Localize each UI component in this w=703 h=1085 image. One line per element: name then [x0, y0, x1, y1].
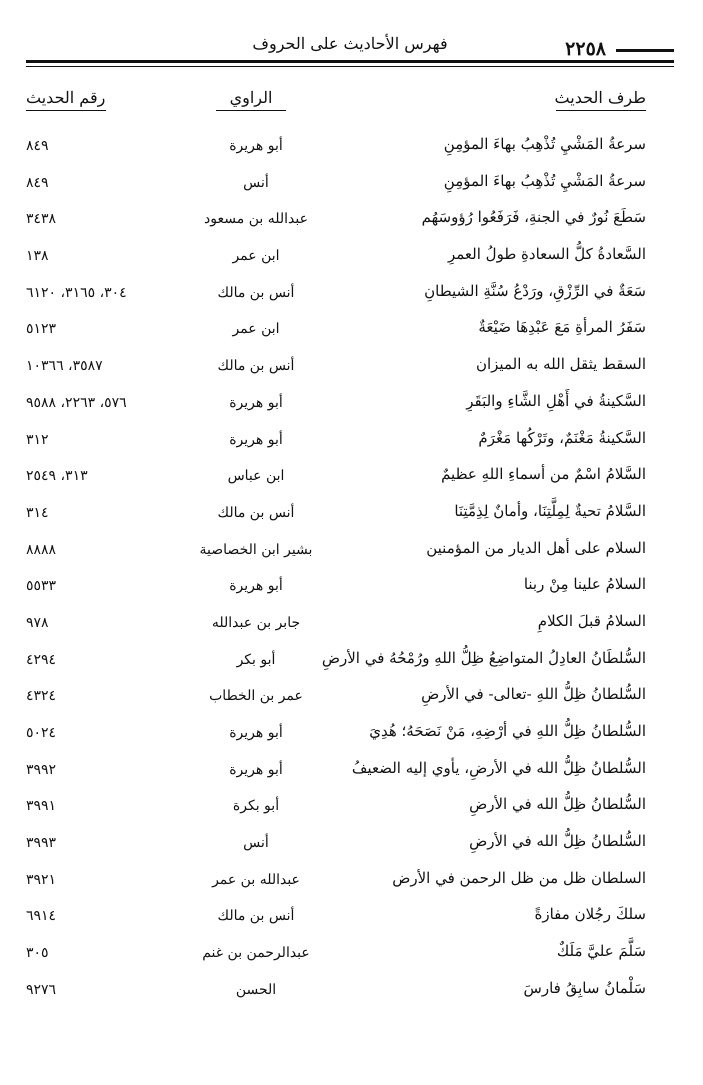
hadith-text: سَلَّمَ عليَّ مَلَكٌ [556, 942, 646, 961]
hadith-narrator: عبدالله بن عمر [212, 871, 300, 888]
list-item [26, 717, 646, 754]
hadith-number: ٦٩١٤ [26, 908, 57, 925]
list-item [26, 937, 646, 974]
hadith-narrator: أبو هريرة [229, 138, 283, 154]
column-header-narrator: الراوي [229, 88, 273, 107]
list-item [26, 644, 646, 681]
list-item [26, 900, 646, 937]
list-item [26, 387, 646, 424]
list-item [26, 130, 646, 167]
hadith-text: السَّلامُ اسْمٌ من أسماءِ اللهِ عظيمٌ [441, 465, 646, 484]
hadith-narrator: أنس بن مالك [217, 908, 295, 925]
hadith-text: السُّلطانُ ظِلُّ اللهِ -تعالى- في الأرضِ [421, 685, 646, 704]
hadith-narrator: أبو هريرة [229, 578, 283, 595]
list-item [26, 167, 646, 204]
column-header-number-underline [26, 110, 106, 111]
hadith-narrator: الحسن [235, 981, 277, 998]
column-headers [26, 88, 646, 114]
hadith-number: ٣١٤ [26, 504, 49, 521]
list-item [26, 240, 646, 277]
hadith-number: ٣١٣، ٢٥٤٩ [26, 468, 88, 485]
hadith-number: ٣٩٩٢ [26, 761, 57, 778]
list-item [26, 313, 646, 350]
hadith-number: ٣٤٣٨ [26, 211, 57, 228]
list-item [26, 790, 646, 827]
list-item [26, 203, 646, 240]
hadith-narrator: أنس بن مالك [217, 358, 295, 375]
hadith-number: ٣٩٩١ [26, 798, 57, 815]
hadith-index-list [26, 130, 646, 1011]
hadith-text: السُّلطانُ ظِلُّ الله في الأرضِ، يأوي إليه الضعيفُ [351, 758, 646, 777]
hadith-narrator: أنس بن مالك [217, 504, 295, 521]
list-item [26, 497, 646, 534]
column-header-number: رقم الحديث [26, 88, 106, 107]
hadith-number: ٨٤٩ [26, 174, 49, 191]
hadith-text: سرعةُ المَشْيِ تُذْهِبُ بهاءَ المؤمِنِ [443, 171, 646, 190]
list-item [26, 534, 646, 571]
hadith-text: السُّلطانُ ظِلُّ اللهِ في أرْضِهِ، مَنْ نَصَحَهُ؛ هُدِيَ [369, 722, 646, 740]
hadith-narrator: أنس [243, 835, 269, 852]
hadith-number: ٣٥٨٧، ١٠٣٦٦ [26, 358, 103, 375]
list-item [26, 570, 646, 607]
hadith-text: السَّعادةُ كلُّ السعادةِ طولُ العمرِ [447, 245, 646, 264]
list-item [26, 754, 646, 791]
hadith-text: السَّكينةُ في أَهْلِ الشَّاءِ والبَقَرِ [466, 391, 646, 410]
hadith-number: ٥١٢٣ [26, 321, 57, 338]
running-header [26, 30, 674, 60]
hadith-narrator: أبو هريرة [229, 725, 283, 741]
list-item [26, 460, 646, 497]
hadith-narrator: أنس بن مالك [217, 284, 295, 301]
hadith-text: السُّلطانُ ظِلُّ الله في الأرضِ [469, 832, 646, 851]
hadith-narrator: أبو هريرة [229, 761, 283, 778]
hadith-narrator: أبو هريرة [229, 394, 283, 411]
hadith-number: ٣١٢ [26, 431, 49, 448]
hadith-text: سَلْمانُ سابِقُ فارسَ [523, 978, 646, 997]
hadith-number: ٤٣٢٤ [26, 688, 57, 705]
hadith-number: ١٣٨ [26, 248, 49, 265]
list-item [26, 864, 646, 901]
list-item [26, 827, 646, 864]
hadith-text: السَّكينةُ مَغْنَمٌ، وتَرْكُها مَغْرَمٌ [478, 428, 646, 447]
hadith-narrator: أنس [243, 174, 269, 191]
hadith-number: ٣٩٢١ [26, 871, 57, 888]
page-number: ٢٢٥٨ [565, 38, 606, 60]
hadith-text: السقط يثقل الله به الميزان [475, 355, 646, 374]
hadith-narrator: ابن عمر [232, 321, 280, 338]
hadith-text: سَعَةٌ في الرِّزْقِ، ورَدْعُ سُنَّةِ الشيطانِ [424, 281, 646, 300]
hadith-text: سَفَرُ المرأةِ مَعَ عَبْدِهَا ضَيْعَةٌ [478, 318, 646, 337]
hadith-narrator: ابن عباس [227, 468, 285, 485]
hadith-number: ٤٢٩٤ [26, 651, 57, 668]
hadith-text: السُّلطانُ ظِلُّ الله في الأرضِ [469, 795, 646, 814]
hadith-text: السُّلطَانُ العادِلُ المتواضِعُ ظِلُّ اللهِ ورُمْحُهُ في الأرضِ [321, 648, 646, 667]
hadith-number: ٥٧٦، ٢٢٦٣، ٩٥٨٨ [26, 394, 127, 411]
hadith-text: السلام على أهل الديار من المؤمنين [426, 538, 646, 557]
hadith-narrator: عبدالرحمن بن غنم [202, 945, 310, 962]
list-item [26, 974, 646, 1011]
hadith-narrator: عمر بن الخطاب [209, 688, 303, 705]
hadith-narrator: جابر بن عبدالله [211, 614, 301, 631]
hadith-narrator: أبو بكرة [232, 798, 280, 815]
hadith-number: ٨٨٨٨ [26, 541, 57, 558]
hadith-text: سرعةُ المَشْيِ تُذْهِبُ بهاءَ المؤمِنِ [443, 135, 646, 153]
hadith-number: ٣٠٥ [26, 945, 49, 962]
hadith-text: السلامُ علينا مِنْ ربنا [523, 575, 646, 594]
hadith-number: ٣٠٤، ٣١٦٥، ٦١٢٠ [26, 284, 127, 301]
hadith-text: سلكَ رجُلان مفازةً [534, 905, 646, 924]
hadith-text: سَطَعَ نُورٌ في الجنةِ، فَرَفَعُوا رُؤوسَهُم [421, 208, 646, 227]
list-item [26, 607, 646, 644]
hadith-text: السَّلامُ تحيةٌ لِمِلَّتِنَا، وأمانٌ لِذِمَّتِنَا [454, 501, 646, 520]
hadith-text: السلامُ قبلَ الكلامِ [537, 611, 646, 630]
header-rule-thick [26, 60, 674, 63]
hadith-number: ٩٢٧٦ [26, 981, 57, 998]
hadith-number: ٨٤٩ [26, 138, 49, 154]
hadith-narrator: أبو هريرة [229, 431, 283, 448]
column-header-text-underline [556, 110, 646, 111]
column-header-narrator-underline [216, 110, 286, 111]
hadith-number: ٩٧٨ [26, 614, 49, 631]
list-item [26, 680, 646, 717]
list-item [26, 424, 646, 461]
header-rule-thin [26, 66, 674, 67]
hadith-number: ٣٩٩٣ [26, 835, 57, 852]
column-header-text: طرف الحديث [554, 88, 646, 107]
hadith-number: ٥٠٢٤ [26, 725, 57, 741]
hadith-narrator: أبو بكر [236, 651, 276, 668]
hadith-text: السلطان ظل من ظل الرحمن في الأرض [392, 868, 646, 887]
list-item [26, 350, 646, 387]
hadith-narrator: ابن عمر [232, 248, 280, 265]
hadith-narrator: عبدالله بن مسعود [204, 211, 308, 228]
hadith-number: ٥٥٣٣ [26, 578, 57, 595]
hadith-narrator: بشير ابن الخصاصية [199, 541, 313, 558]
list-item [26, 277, 646, 314]
running-title: فهرس الأحاديث على الحروف [252, 34, 448, 53]
